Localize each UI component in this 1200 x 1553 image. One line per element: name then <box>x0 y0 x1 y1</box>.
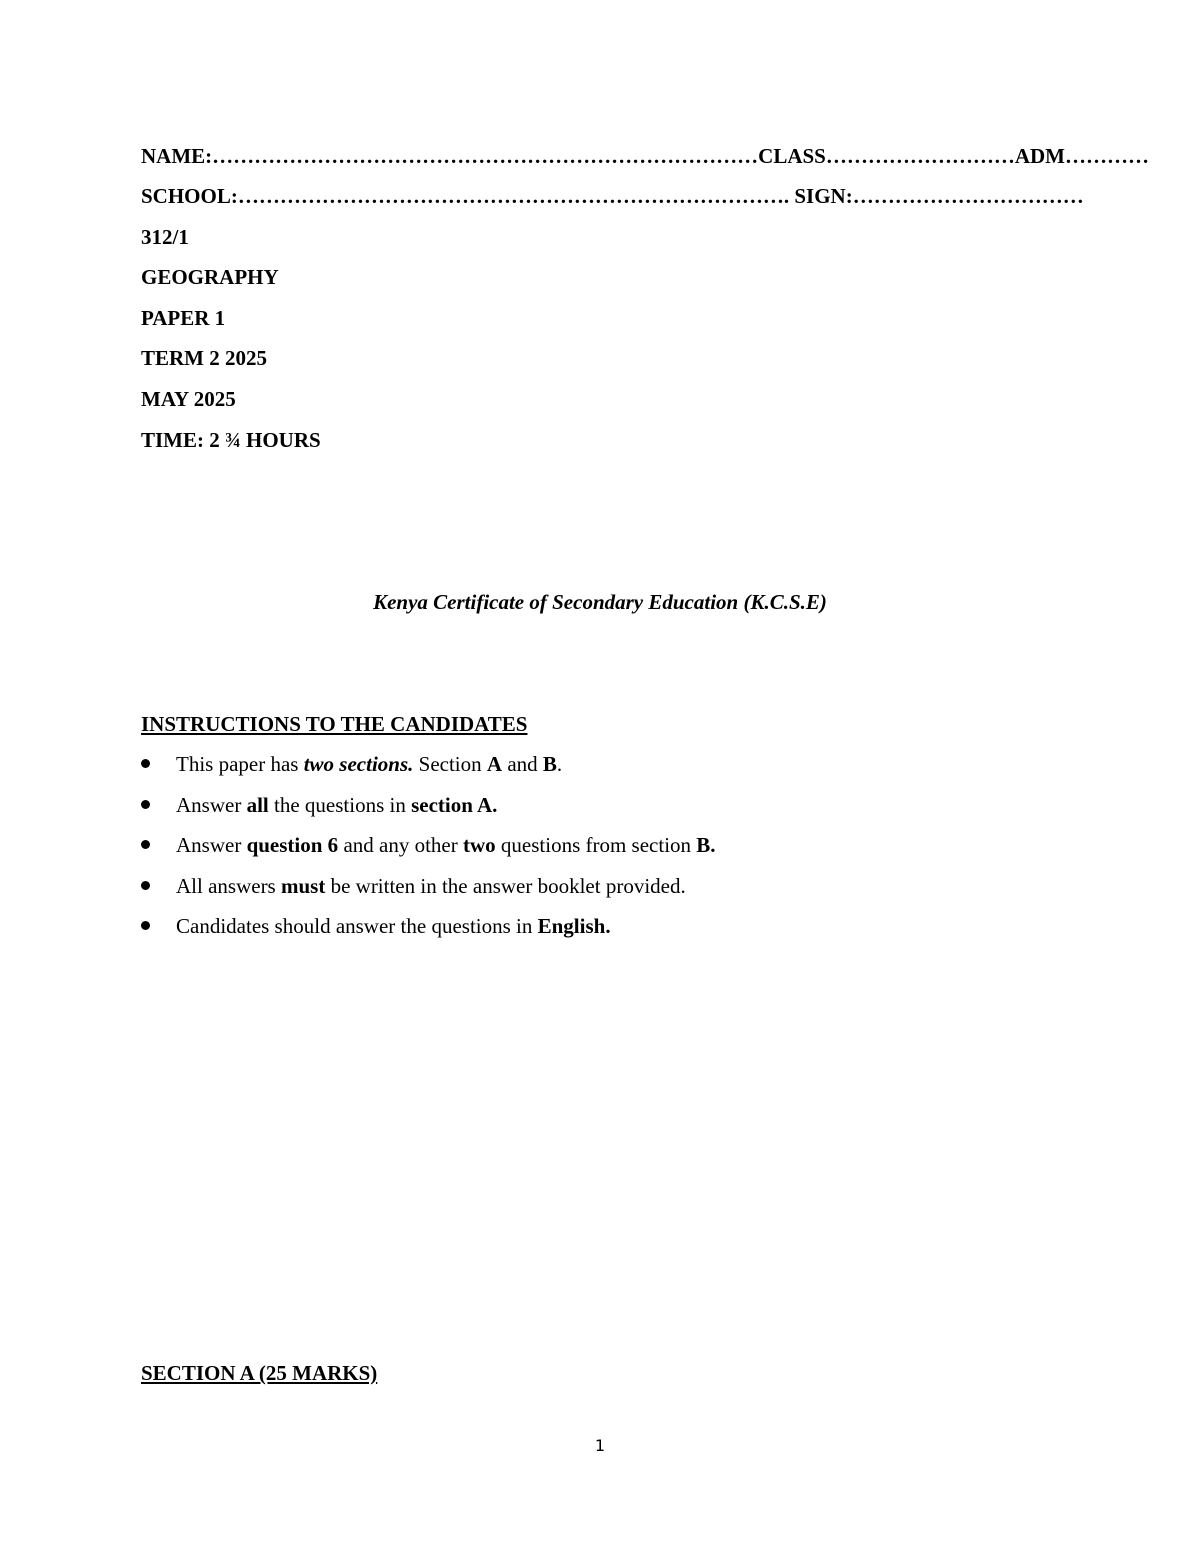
text-run: questions from section <box>495 833 697 857</box>
bold-run: must <box>280 873 326 898</box>
instruction-text <box>176 873 686 899</box>
bold-run: B <box>542 752 557 776</box>
bullet-icon <box>141 921 150 930</box>
school-sign-line: SCHOOL:……………………………………………………………………. SIGN:…………………………… <box>141 184 1084 208</box>
page-number: 1 <box>594 1436 606 1455</box>
section-a-heading: SECTION A (25 MARKS) <box>141 1361 378 1385</box>
paper-number: PAPER 1 <box>141 306 226 330</box>
text-run: the questions in <box>268 792 412 817</box>
text-run: Answer <box>176 833 247 857</box>
term: TERM 2 2025 <box>141 346 267 370</box>
instruction-text <box>176 913 611 939</box>
instruction-text <box>176 751 562 777</box>
paper-code: 312/1 <box>141 225 189 249</box>
emphasis-run: two sections. <box>303 752 414 776</box>
text-run: . <box>556 752 563 776</box>
text-run: This paper has <box>176 752 304 776</box>
bold-run: two <box>462 833 496 857</box>
bold-run: question 6 <box>246 833 339 857</box>
instructions-heading: INSTRUCTIONS TO THE CANDIDATES <box>141 712 528 736</box>
bullet-icon <box>141 800 150 809</box>
exam-time: TIME: 2 ¾ HOURS <box>141 428 321 452</box>
text-run: and <box>502 752 543 776</box>
text-run: Candidates should answer the questions in <box>176 914 538 938</box>
exam-date: MAY 2025 <box>141 387 236 411</box>
bold-run: English. <box>537 914 611 938</box>
bold-run: all <box>246 792 269 817</box>
instruction-text <box>176 792 497 818</box>
bold-run: A <box>486 752 503 776</box>
text-run: Section <box>413 752 487 776</box>
text-run: be written in the answer booklet provided. <box>325 873 686 898</box>
bold-run: B. <box>696 833 716 857</box>
bullet-icon <box>141 840 150 849</box>
exam-title: Kenya Certificate of Secondary Education (K.C.S.E) <box>373 590 827 614</box>
text-run: All answers <box>176 873 281 898</box>
subject: GEOGRAPHY <box>141 265 279 289</box>
text-run: Answer <box>176 792 247 817</box>
text-run: and any other <box>338 833 463 857</box>
bullet-icon <box>141 881 150 890</box>
name-class-adm-line: NAME:……………………………………………………………………CLASS………………………ADM………… <box>141 144 1149 168</box>
bold-run: section A. <box>411 792 498 817</box>
instruction-text <box>176 832 716 858</box>
bullet-icon <box>141 759 150 768</box>
